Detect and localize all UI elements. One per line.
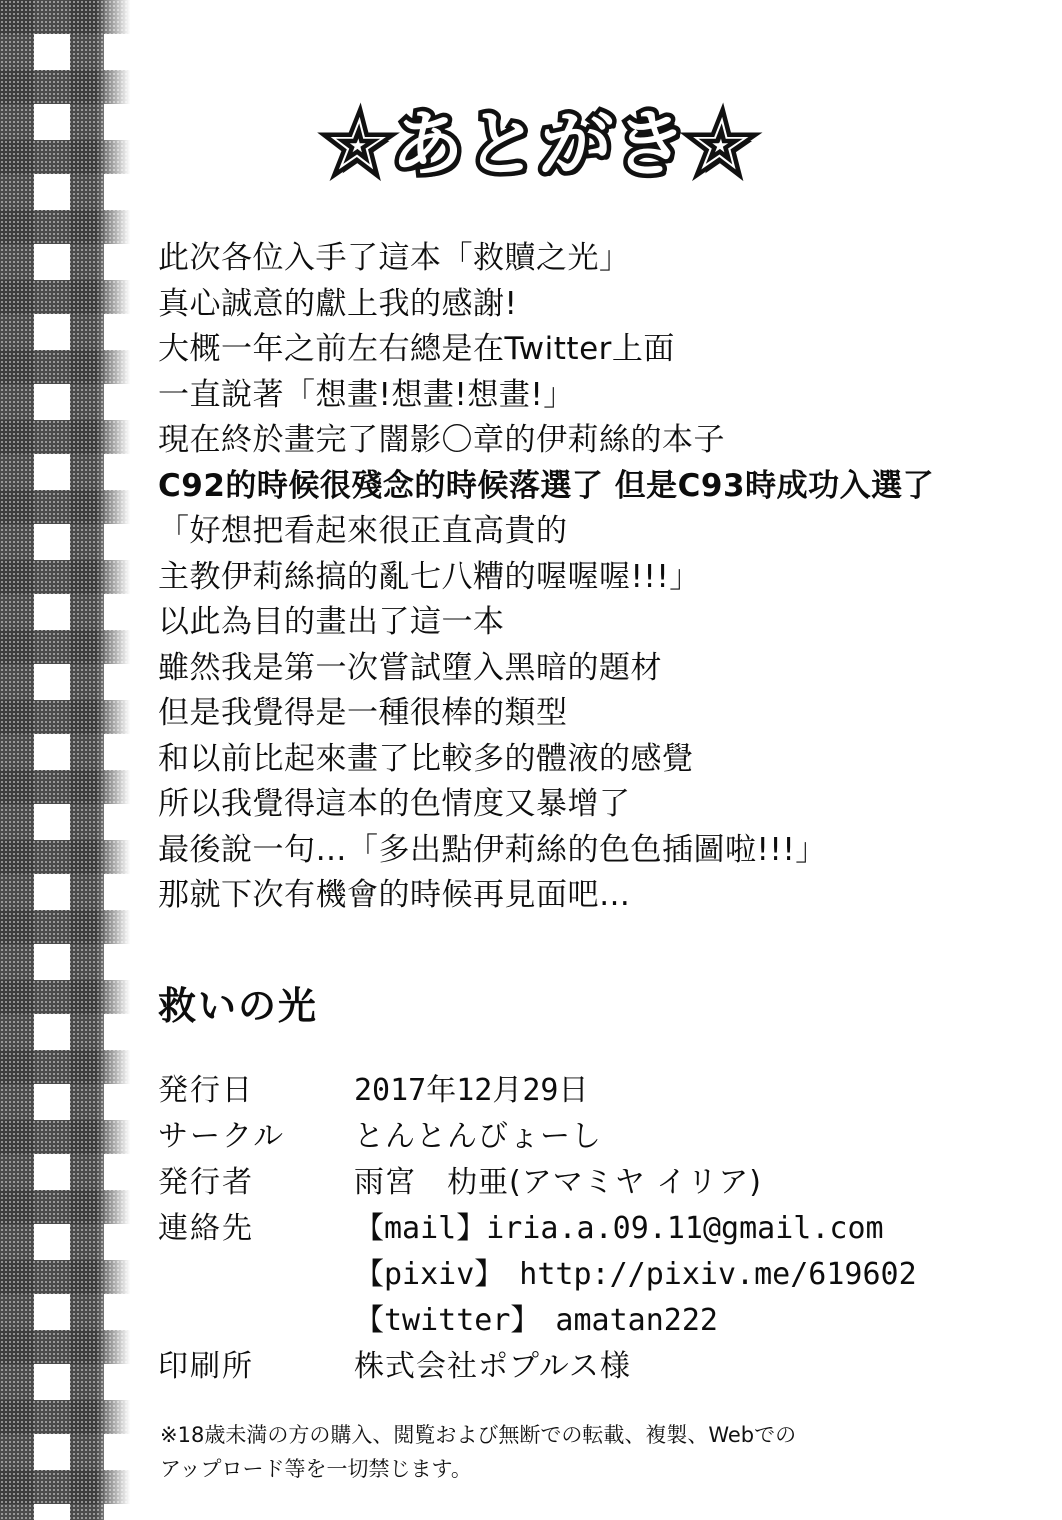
colophon-value: とんとんびょーし [354,1119,602,1154]
colophon-row [158,1068,1048,1114]
afterword-title-banner [290,92,790,202]
age-restriction-notice [160,1418,1020,1486]
afterword-line: 「好想把看起來很正直高貴的 [158,513,568,549]
afterword-line: 現在終於畫完了闇影〇章的伊莉絲的本子 [158,422,725,458]
afterword-line: 雖然我是第一次嘗試墮入黑暗的題材 [158,649,662,686]
afterword-line: 此次各位入手了這本「救贖之光」 [158,240,631,276]
colophon-table [158,1068,1048,1390]
afterword-line: C92的時候很殘念的時候落選了 但是C93時成功入選了 [158,467,935,504]
notice-line: アップロード等を一切禁じます。 [160,1457,472,1481]
afterword-line: 主教伊莉絲搞的亂七八糟的喔喔喔!!!」 [158,558,701,595]
afterword-line: 那就下次有機會的時候再見面吧… [158,877,631,913]
colophon-label: 連絡先 [158,1211,254,1246]
doujin-title: 救いの光 [158,983,319,1028]
colophon-row [158,1206,1048,1252]
colophon-row [158,1344,1048,1390]
colophon-value-twitter: 【twitter】 amatan222 [354,1303,718,1338]
colophon-label: 発行者 [158,1165,254,1200]
colophon-value-mail: 【mail】iria.a.09.11@gmail.com [354,1211,884,1246]
colophon-label: 印刷所 [158,1349,254,1384]
colophon-row [158,1252,1048,1298]
colophon-value: 雨宮 朸亜(アマミヤ イリア) [354,1165,762,1200]
afterword-line: 大概一年之前左右總是在Twitter上面 [158,331,675,367]
colophon-row [158,1160,1048,1206]
colophon-value: 株式会社ポプルス様 [354,1349,631,1384]
afterword-line: 以此為目的畫出了這一本 [158,604,505,640]
colophon-row [158,1298,1048,1344]
afterword-line: 真心誠意的獻上我的感謝! [158,285,518,322]
afterword-line: 但是我覺得是一種很棒的類型 [158,695,568,731]
colophon-row [158,1114,1048,1160]
page-content [140,0,1062,1520]
afterword-line: 和以前比起來畫了比較多的體液的感覺 [158,740,694,777]
colophon-label: サークル [158,1119,286,1154]
colophon-label: 発行日 [158,1073,254,1108]
colophon-value-pixiv: 【pixiv】 http://pixiv.me/619602 [354,1257,917,1292]
border-fade-overlay [96,0,140,1520]
afterword-title-text: ☆あとがき☆ [322,102,758,186]
afterword-line: 一直說著「想畫!想畫!想畫!」 [158,376,575,413]
afterword-line: 最後說一句…「多出點伊莉絲的色色插圖啦!!!」 [158,831,827,868]
notice-line: ※18歳未満の方の購入、閲覧および無断での転載、複製、Webでの [160,1423,797,1447]
colophon-value: 2017年12月29日 [354,1073,589,1108]
afterword-body [158,236,1038,919]
afterword-line: 所以我覺得這本的色情度又暴增了 [158,786,631,822]
